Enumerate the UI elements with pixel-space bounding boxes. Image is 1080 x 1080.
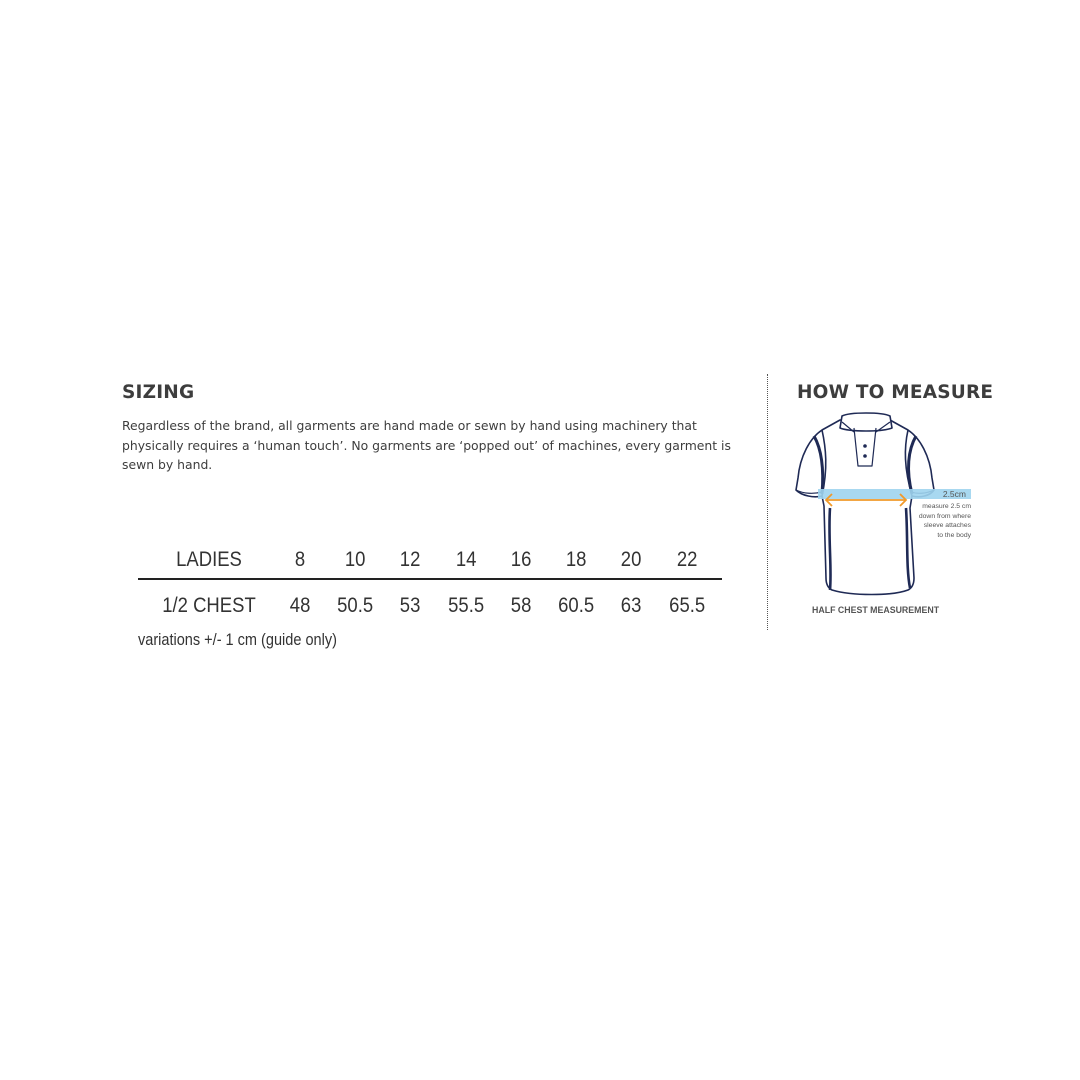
size-chart-table	[138, 540, 722, 630]
chest-cell: 50.5	[337, 592, 374, 617]
chest-cell: 55.5	[447, 592, 484, 617]
chest-row	[138, 579, 722, 630]
size-cell: 10	[345, 546, 366, 571]
size-cell: 22	[676, 546, 698, 571]
polo-shirt-icon	[796, 413, 934, 595]
measure-instruction-line: to the body	[937, 532, 971, 539]
size-header-label: LADIES	[176, 546, 242, 571]
chest-cell: 63	[621, 592, 642, 617]
sizing-description: Regardless of the brand, all garments are hand made or sewn by hand using machinery that physically requires a ‘human touch’. No garments are ‘popped out’ of machines, every garment is sewn by hand.	[122, 418, 731, 472]
size-variation-note: variations +/- 1 cm (guide only)	[138, 631, 337, 649]
size-header-row	[138, 540, 722, 579]
chest-row-label: 1/2 CHEST	[162, 592, 256, 617]
how-to-measure-section	[797, 382, 1057, 403]
size-cell: 20	[621, 546, 642, 571]
size-cell: 16	[510, 546, 532, 571]
chest-cell: 60.5	[558, 592, 595, 617]
button-icon	[863, 444, 867, 448]
sizing-title: SIZING	[122, 382, 195, 403]
measure-instruction-line: sleeve attaches	[923, 522, 971, 529]
measure-instruction-line: down from where	[918, 513, 971, 520]
button-icon	[863, 454, 867, 458]
chest-cell: 48	[289, 592, 311, 617]
polo-shirt-measure-diagram	[792, 408, 982, 623]
size-cell: 12	[400, 546, 421, 571]
section-divider	[767, 374, 768, 630]
measure-offset-label: 2.5cm	[942, 489, 966, 499]
how-to-measure-title: HOW TO MEASURE	[797, 382, 994, 403]
chest-cell: 58	[510, 592, 532, 617]
size-cell: 18	[566, 546, 587, 571]
size-cell: 8	[294, 546, 306, 571]
chest-cell: 53	[400, 592, 421, 617]
half-chest-caption: HALF CHEST MEASUREMENT	[812, 605, 940, 615]
chest-cell: 65.5	[668, 592, 705, 617]
size-cell: 14	[455, 546, 477, 571]
measure-instruction-line: measure 2.5 cm	[922, 503, 971, 510]
sizing-section	[122, 382, 742, 475]
